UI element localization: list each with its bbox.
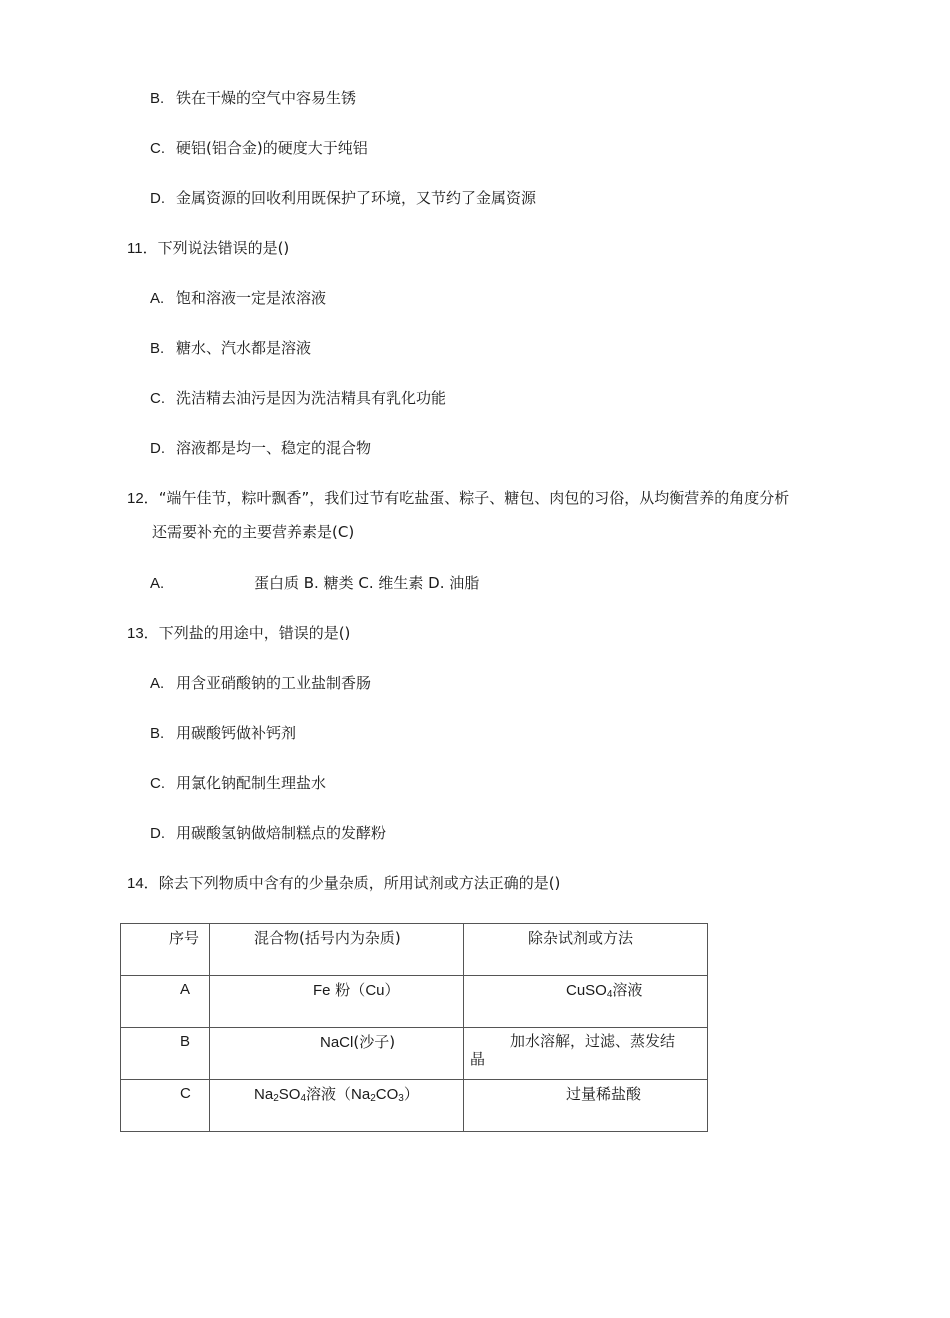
mixture [210,976,463,1001]
option-letter: A. [150,290,165,307]
header-mixture: 混合物(括号内为杂质) [254,929,401,947]
row-id: C [180,1085,191,1102]
formula: Na [254,1086,274,1103]
question-number: 12． [127,490,159,507]
option-text: 用碳酸氢钠做焙制糕点的发酵粉 [176,824,387,842]
q12-stem-line2: 还需要补充的主要营养素是(C) [152,523,355,541]
option-text: 用含亚硝酸钠的工业盐制香肠 [176,674,372,692]
question-text: “端午佳节，粽叶飘香”，我们过节有吃盐蛋、粽子、糖包、肉包的习俗，从均衡营养的角度分析 [158,489,790,507]
table-cell [464,1028,708,1080]
table-cell [121,1080,210,1132]
question-number: 14． [127,875,159,892]
q10-option-d [150,188,536,209]
row-id: B [180,1033,191,1050]
table-cell [210,1028,464,1080]
mixture-part: 溶液（ [306,1085,352,1103]
q13-option-b [150,723,296,744]
q10-option-c [150,138,368,159]
question-number: 13． [127,625,159,642]
impurity-removal-table [120,923,708,1132]
option-letter: B. [150,725,165,742]
table-cell [210,1080,464,1132]
table-cell [464,976,708,1028]
subscript: 4 [300,1093,306,1104]
subscript: 3 [398,1093,404,1104]
q14-stem [127,873,560,894]
mixture-part: NaCl [320,1034,354,1051]
header-method: 除杂试剂或方法 [528,929,634,947]
table-row [121,1080,708,1132]
option-letter: B. [150,340,165,357]
q13-stem [127,623,350,644]
option-letter: A. [150,575,165,592]
table-cell [210,976,464,1028]
mixture-part: Cu [365,982,385,999]
table-row [121,1028,708,1080]
header-index: 序号 [169,929,200,947]
q12-stem-line1 [127,488,789,509]
q11-option-a [150,288,326,309]
options-text: 蛋白质 B. 糖类 C. 维生素 D. 油脂 [254,574,480,592]
mixture-part: Fe [313,982,331,999]
option-text: 溶液都是均一、稳定的混合物 [176,439,372,457]
q12-options [150,573,479,594]
mixture-part: (沙子) [353,1033,396,1051]
reagent-line1: 加水溶解，过滤、蒸发结 [510,1032,676,1050]
option-letter: C. [150,390,165,407]
option-letter: C. [150,775,165,792]
option-letter: B. [150,90,165,107]
formula: SO [278,1086,301,1103]
option-text: 用碳酸钙做补钙剂 [176,724,297,742]
mixture [210,1080,463,1105]
table-cell [464,1080,708,1132]
table-cell [121,1028,210,1080]
subscript: 2 [370,1093,376,1104]
q13-option-a [150,673,371,694]
row-id: A [180,981,191,998]
formula: CuSO [566,982,607,999]
option-text: 金属资源的回收利用既保护了环境，又节约了金属资源 [176,189,537,207]
reagent [464,976,707,1001]
q11-option-d [150,438,371,459]
option-text: 铁在干燥的空气中容易生锈 [176,89,357,107]
reagent: 过量稀盐酸 [566,1085,642,1103]
option-letter: C. [150,140,165,157]
mixture-part: ） [403,1085,419,1103]
q13-option-c [150,773,326,794]
formula: Na [351,1086,371,1103]
option-letter: D. [150,825,165,842]
header-cell [210,924,464,976]
header-cell [121,924,210,976]
mixture [210,1028,463,1053]
q13-option-d [150,823,386,844]
option-text: 饱和溶液一定是浓溶液 [176,289,327,307]
mixture-part: 粉（ [335,981,366,999]
option-text: 硬铝(铝合金)的硬度大于纯铝 [176,139,368,157]
subscript: 4 [606,989,613,1000]
option-letter: A. [150,675,165,692]
question-text: 下列说法错误的是() [157,239,290,257]
option-text: 洗洁精去油污是因为洗洁精具有乳化功能 [176,389,447,407]
subscript: 2 [273,1093,279,1104]
mixture-part: ） [384,981,400,999]
formula: CO [375,1086,399,1103]
option-letter: D. [150,440,165,457]
reagent-part: 溶液 [612,981,643,999]
table-cell [121,976,210,1028]
question-text: 除去下列物质中含有的少量杂质，所用试剂或方法正确的是() [158,874,561,892]
header-cell [464,924,708,976]
q11-option-b [150,338,311,359]
q11-option-c [150,388,446,409]
q11-stem [127,238,289,259]
q10-option-b [150,88,356,109]
question-number: 11． [127,240,158,257]
option-letter: D. [150,190,165,207]
option-text: 糖水、汽水都是溶液 [176,339,312,357]
question-text: 下列盐的用途中，错误的是() [158,624,351,642]
table-header-row [121,924,708,976]
table-row [121,976,708,1028]
reagent-line2: 晶 [470,1050,486,1068]
option-text: 用氯化钠配制生理盐水 [176,774,327,792]
